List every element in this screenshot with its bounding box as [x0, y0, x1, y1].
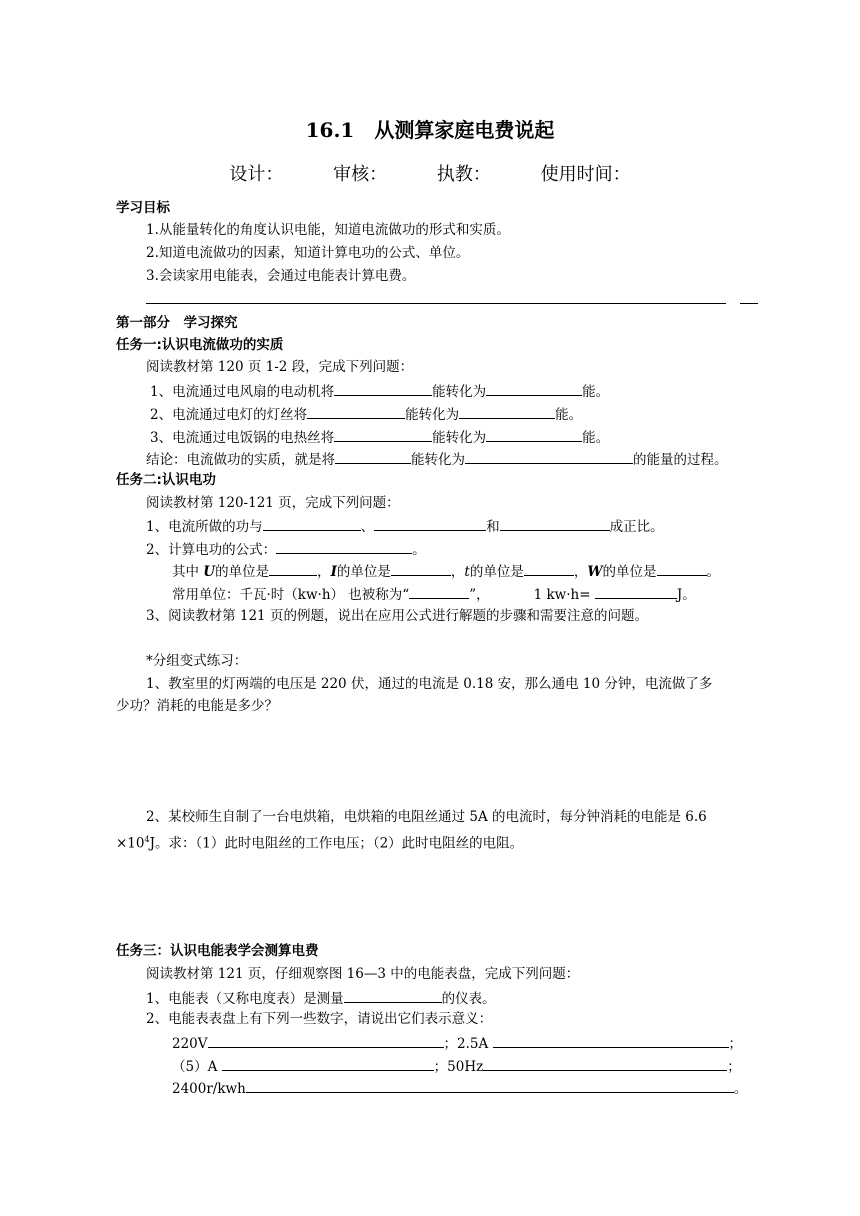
task3-heading: 任务三：认识电能表学会测算电费: [116, 943, 319, 959]
task2-q2: 2、计算电功的公式： 。: [146, 539, 426, 559]
goal-item-1: 1.从能量转化的角度认识电能，知道电流做功的形式和实质。: [146, 222, 510, 238]
task2-q1: 1、电流所做的功与 、 和 成正比。: [146, 516, 664, 536]
meta-line: [0, 160, 860, 186]
section-divider: [146, 303, 726, 304]
page-title: 16.1 从测算家庭电费说起: [305, 118, 555, 142]
goal-item-2: 2.知道电流做功的因素，知道计算电功的公式、单位。: [146, 245, 470, 261]
task1-q2: 2、电流通过电灯的灯丝将 能转化为 能。: [150, 404, 582, 424]
task2-common-unit: 常用单位：千瓦·时（kw·h） 也被称为“ ”， 1 kw·h= J。: [172, 584, 696, 604]
task2-intro: 阅读教材第 120-121 页，完成下列问题：: [146, 495, 400, 511]
goals-heading: 学习目标: [116, 200, 170, 216]
task1-q3: 3、电流通过电饭锅的电热丝将 能转化为 能。: [150, 427, 609, 447]
practice-1-line2: 少功？消耗的电能是多少？: [116, 698, 278, 714]
task2-practice: *分组变式练习：: [146, 653, 248, 669]
task2-units: 其中 U的单位是 ，I的单位是 ，t的单位是 ，W的单位是 。: [172, 561, 720, 581]
task1-intro: 阅读教材第 120 页 1-2 段，完成下列问题：: [146, 359, 414, 375]
goal-item-3: 3.会读家用电能表，会通过电能表计算电费。: [146, 268, 416, 284]
task3-intro: 阅读教材第 121 页，仔细观察图 16—3 中的电能表盘，完成下列问题：: [146, 966, 580, 982]
meter-row-1: 220V ；2.5A ；: [172, 1033, 742, 1053]
practice-1-line1: 1、教室里的灯两端的电压是 220 伏，通过的电流是 0.18 安，那么通电 10 分钟，电流做了多: [146, 676, 713, 692]
meter-row-2: （5）A ；50Hz ；: [172, 1056, 741, 1076]
part1-heading: 第一部分 学习探究: [116, 315, 238, 331]
meta-time: 使用时间：: [540, 164, 631, 185]
task1-heading: 任务一:认识电流做功的实质: [116, 337, 284, 353]
task1-q1: 1、电流通过电风扇的电动机将 能转化为 能。: [150, 381, 609, 401]
task2-q3: 3、阅读教材第 121 页的例题，说出在应用公式进行解题的步骤和需要注意的问题。: [146, 608, 648, 624]
task1-conclusion: 结论：电流做功的实质，就是将 能转化为 的能量的过程。: [146, 449, 728, 469]
meta-design: 设计：: [229, 164, 284, 185]
task3-q2: 2、电能表表盘上有下列一些数字，请说出它们表示意义：: [146, 1011, 493, 1027]
task2-heading: 任务二:认识电功: [116, 472, 216, 488]
practice-2-line1: 2、某校师生自制了一台电烘箱，电烘箱的电阻丝通过 5A 的电流时，每分钟消耗的电能是 6.6: [146, 809, 707, 825]
task3-q1: 1、电能表（又称电度表）是测量 的仪表。: [146, 988, 496, 1008]
meter-row-3: 2400r/kwh 。: [172, 1078, 747, 1098]
meta-teach: 执教：: [436, 164, 491, 185]
meta-review: 审核：: [333, 164, 388, 185]
section-divider-tail: [740, 303, 758, 304]
practice-2-line2: $\times 10^4J$。求：（1）此时电阻丝的工作电压；（2）此时电阻丝的电阻。: [116, 835, 524, 852]
